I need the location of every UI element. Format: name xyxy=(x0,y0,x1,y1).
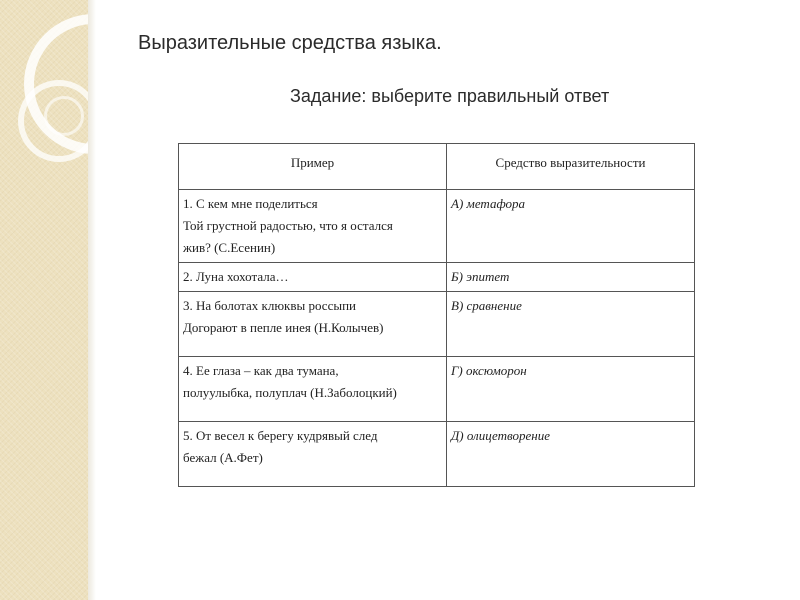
decorative-side-band xyxy=(0,0,88,600)
example-cell xyxy=(179,190,447,263)
device-option: В) сравнение xyxy=(447,292,695,357)
example-line: Той грустной радостью, что я остался xyxy=(183,218,393,233)
example-line: 3. На болотах клюквы россыпи xyxy=(183,298,356,313)
example-line: 2. Луна хохотала… xyxy=(183,269,289,284)
example-line: 5. От весел к берегу кудрявый след xyxy=(183,428,378,443)
slide-title: Выразительные средства языка. xyxy=(138,32,442,54)
table-row xyxy=(179,422,695,487)
table-row xyxy=(179,357,695,422)
column-header-device: Средство выразительности xyxy=(447,144,695,190)
device-option: Б) эпитет xyxy=(447,263,695,292)
example-line: бежал (А.Фет) xyxy=(183,450,263,465)
task-instruction: Задание: выберите правильный ответ xyxy=(290,86,610,106)
example-line: жив? (С.Есенин) xyxy=(183,240,276,255)
column-header-example: Пример xyxy=(179,144,447,190)
matching-table xyxy=(178,143,695,487)
example-cell xyxy=(179,263,447,292)
example-line: 1. С кем мне поделиться xyxy=(183,196,318,211)
side-band-shadow xyxy=(88,0,96,600)
table-row xyxy=(179,190,695,263)
decorative-ring xyxy=(44,96,84,136)
example-cell xyxy=(179,357,447,422)
device-option: Д) олицетворение xyxy=(447,422,695,487)
table-header-row xyxy=(179,144,695,190)
device-option: Г) оксюморон xyxy=(447,357,695,422)
example-line: полуулыбка, полуплач (Н.Заболоцкий) xyxy=(183,385,397,400)
table-row xyxy=(179,263,695,292)
device-option: А) метафора xyxy=(447,190,695,263)
example-line: Догорают в пепле инея (Н.Колычев) xyxy=(183,320,384,335)
example-line: 4. Ее глаза – как два тумана, xyxy=(183,363,339,378)
example-cell xyxy=(179,422,447,487)
example-cell xyxy=(179,292,447,357)
table-row xyxy=(179,292,695,357)
